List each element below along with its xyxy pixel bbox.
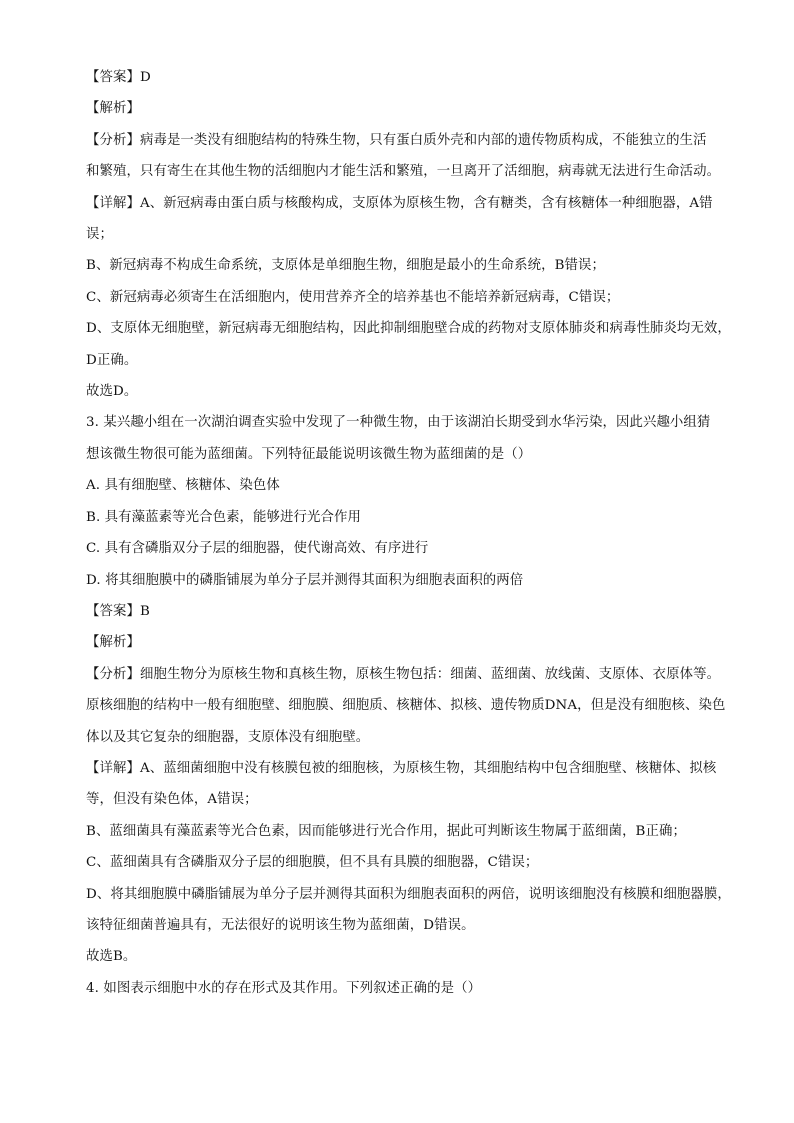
question-3-option-d: D. 将其细胞膜中的磷脂铺展为单分子层并测得其面积为细胞表面积的两倍 [86,572,524,588]
question-3-option-b: B. 具有藻蓝素等光合色素，能够进行光合作用 [86,509,361,525]
analysis-text-q3-line3: 体以及其它复杂的细胞器，支原体没有细胞壁。 [86,729,370,745]
conclusion-q2: 故选D。 [86,384,138,400]
analysis-text-q2-line1: 【分析】病毒是一类没有细胞结构的特殊生物，只有蛋白质外壳和内部的遗传物质构成，不能独立的生活 [86,132,707,148]
question-3-option-c: C. 具有含磷脂双分子层的细胞器，使代谢高效、有序进行 [86,541,429,557]
question-3-option-a: A. 具有细胞壁、核糖体、染色体 [86,478,280,494]
answer-label-q2: 【答案】D [86,70,151,85]
detail-option-b-q2: B、新冠病毒不构成生命系统，支原体是单细胞生物，细胞是最小的生命系统，B错误； [86,258,606,274]
detail-text-q3-line2: 等，但没有染色体，A错误； [86,792,258,808]
detail-option-b-q3: B、蓝细菌具有藻蓝素等光合色素，因而能够进行光合作用，据此可判断该生物属于蓝细菌，B正确； [86,823,686,839]
analysis-heading-q2: 【解析】 [86,101,140,117]
detail-option-d-q3-line2: 该特征细菌普遍具有，无法很好的说明该生物为蓝细菌，D错误。 [86,917,475,933]
detail-text-q3-line1: 【详解】A、蓝细菌细胞中没有核膜包被的细胞核，为原核生物，其细胞结构中包含细胞壁、核糖体、拟核 [86,760,717,776]
answer-label-q3: 【答案】B [86,603,150,619]
question-3-stem-line1: 3. 某兴趣小组在一次湖泊调查实验中发现了一种微生物，由于该湖泊长期受到水华污染，因此兴趣小组猜 [86,415,711,431]
conclusion-q3: 故选B。 [86,949,137,965]
detail-option-c-q2: C、新冠病毒必须寄生在活细胞内，使用营养齐全的培养基也不能培养新冠病毒，C错误； [86,289,620,305]
detail-option-d-q2-line2: D正确。 [86,352,138,368]
detail-option-d-q3-line1: D、将其细胞膜中磷脂铺展为单分子层并测得其面积为细胞表面积的两倍，说明该细胞没有核膜和细胞器膜， [86,886,731,902]
detail-option-c-q3: C、蓝细菌具有含磷脂双分子层的细胞膜，但不具有具膜的细胞器，C错误； [86,855,539,871]
detail-text-q2-line1: 【详解】A、新冠病毒由蛋白质与核酸构成，支原体为原核生物，含有糖类，含有核糖体一种细胞器，A错 [86,195,713,211]
question-4-stem: 4. 如图表示细胞中水的存在形式及其作用。下列叙述正确的是（） [86,980,482,996]
document-page [86,62,731,1004]
analysis-heading-q3: 【解析】 [86,635,140,651]
question-3-stem-line2: 想该微生物很可能为蓝细菌。下列特征最能说明该微生物为蓝细菌的是（） [86,446,532,462]
analysis-text-q3-line1: 【分析】细胞生物分为原核生物和真核生物，原核生物包括：细菌、蓝细菌、放线菌、支原体、衣原体等。 [86,666,721,682]
analysis-text-q3-line2: 原核细胞的结构中一般有细胞壁、细胞膜、细胞质、核糖体、拟核、遗传物质DNA，但是没有细胞核、染色 [86,698,726,714]
detail-text-q2-line2: 误； [86,227,113,243]
analysis-text-q2-line2: 和繁殖，只有寄生在其他生物的活细胞内才能生活和繁殖，一旦离开了活细胞，病毒就无法进行生命活动。 [86,164,721,180]
detail-option-d-q2-line1: D、支原体无细胞壁，新冠病毒无细胞结构，因此抑制细胞壁合成的药物对支原体肺炎和病毒性肺炎均无效， [86,321,731,337]
